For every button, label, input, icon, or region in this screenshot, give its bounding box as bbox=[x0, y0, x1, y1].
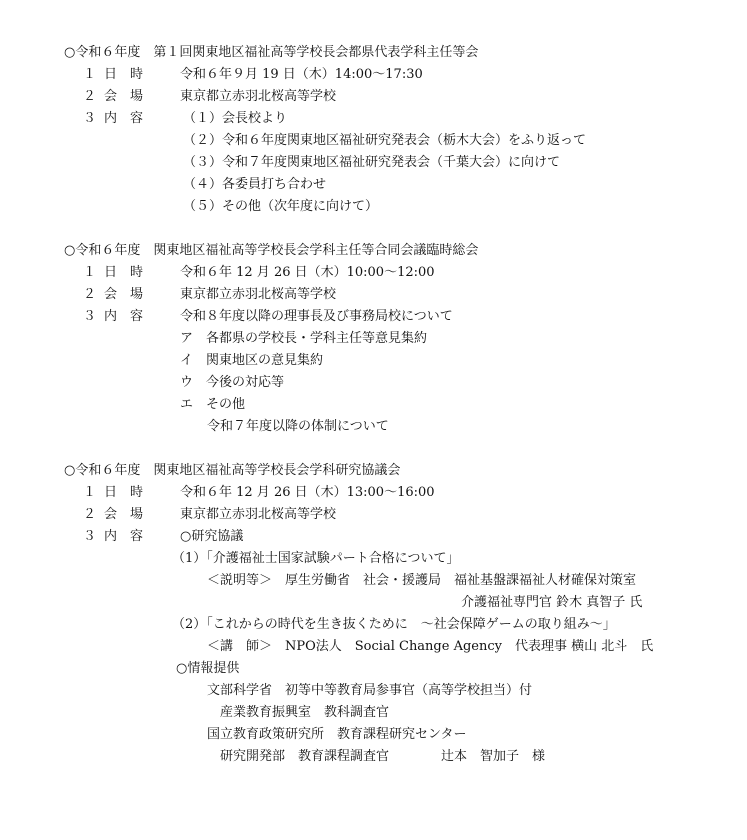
s3-row1-num: １ bbox=[83, 485, 97, 500]
s2-row3-value: 令和８年度以降の理事長及び事務局校について bbox=[180, 309, 453, 324]
s3-info-line-1: 文部科学省 初等中等教育局参事官（高等学校担当）付 bbox=[207, 683, 533, 698]
s3-topic2-title: （2）「これからの時代を生き抜くために ～社会保障ゲームの取り組み～」 bbox=[172, 617, 616, 632]
s2-row2-num: ２ bbox=[83, 287, 97, 302]
s1-item-5: （５）その他（次年度に向けて） bbox=[183, 199, 379, 214]
s3-topic1-speaker-name: 介護福祉専門官 鈴木 真智子 氏 bbox=[461, 595, 643, 610]
s2-row1-num: １ bbox=[83, 265, 97, 280]
s2-row1-label: 日 時 bbox=[104, 265, 144, 280]
s3-topic2-speaker: ＜講 師＞ NPO法人 Social Change Agency 代表理事 横山 北斗 氏 bbox=[207, 639, 654, 654]
s1-row2-value: 東京都立赤羽北桜高等学校 bbox=[180, 89, 337, 104]
s1-item-4: （４）各委員打ち合わせ bbox=[183, 177, 327, 192]
s2-row3-num: ３ bbox=[83, 309, 97, 324]
s3-row1-label: 日 時 bbox=[104, 485, 144, 500]
s1-row1-value: 令和６年９月 19 日（木）14:00～17:30 bbox=[180, 67, 423, 82]
s3-topic1-title: （1）「介護福祉士国家試験パート合格について」 bbox=[172, 551, 460, 566]
s2-item-i: イ 関東地区の意見集約 bbox=[180, 353, 324, 368]
s1-row2-num: ２ bbox=[83, 89, 97, 104]
s3-row2-label: 会 場 bbox=[104, 507, 144, 522]
s1-row1-label: 日 時 bbox=[104, 67, 144, 82]
s3-row2-num: ２ bbox=[83, 507, 97, 522]
s1-row3-label: 内 容 bbox=[104, 111, 144, 126]
s1-item-3: （３）令和７年度関東地区福祉研究発表会（千葉大会）に向けて bbox=[183, 155, 561, 170]
s2-item-u: ウ 今後の対応等 bbox=[180, 375, 285, 390]
s2-item-e: エ その他 bbox=[180, 397, 246, 412]
s3-info-line-4: 研究開発部 教育課程調査官 辻本 智加子 様 bbox=[220, 749, 546, 764]
s1-row2-label: 会 場 bbox=[104, 89, 144, 104]
s2-row1-value: 令和６年 12 月 26 日（木）10:00～12:00 bbox=[180, 265, 435, 280]
s1-item-2: （２）令和６年度関東地区福祉研究発表会（栃木大会）をふり返って bbox=[183, 133, 587, 148]
s2-row3-label: 内 容 bbox=[104, 309, 144, 324]
s3-row1-value: 令和６年 12 月 26 日（木）13:00～16:00 bbox=[180, 485, 435, 500]
section1-heading: ○令和６年度 第１回関東地区福祉高等学校長会都県代表学科主任等会 bbox=[64, 45, 479, 60]
s3-info-line-3: 国立教育政策研究所 教育課程研究センター bbox=[207, 727, 467, 742]
s1-row3-num: ３ bbox=[83, 111, 97, 126]
s3-topic1-speaker: ＜説明等＞ 厚生労働省 社会・援護局 福祉基盤課福祉人材確保対策室 bbox=[207, 573, 637, 588]
s3-row3-label: 内 容 bbox=[104, 529, 144, 544]
s2-row2-value: 東京都立赤羽北桜高等学校 bbox=[180, 287, 337, 302]
section3-heading: ○令和６年度 関東地区福祉高等学校長会学科研究協議会 bbox=[64, 463, 401, 478]
s1-row3-value: （１）会長校より bbox=[183, 111, 288, 126]
s1-row1-num: １ bbox=[83, 67, 97, 82]
s2-row2-label: 会 場 bbox=[104, 287, 144, 302]
section2-heading: ○令和６年度 関東地区福祉高等学校長会学科主任等合同会議臨時総会 bbox=[64, 243, 479, 258]
s2-item-a: ア 各都県の学校長・学科主任等意見集約 bbox=[180, 331, 428, 346]
s3-row3-value: ○研究協議 bbox=[180, 529, 244, 544]
s2-subitem: 令和７年度以降の体制について bbox=[207, 419, 389, 434]
s3-row3-num: ３ bbox=[83, 529, 97, 544]
s3-row2-value: 東京都立赤羽北桜高等学校 bbox=[180, 507, 337, 522]
s3-info-line-2: 産業教育振興室 教科調査官 bbox=[220, 705, 390, 720]
s3-info-heading: ○情報提供 bbox=[176, 661, 240, 676]
